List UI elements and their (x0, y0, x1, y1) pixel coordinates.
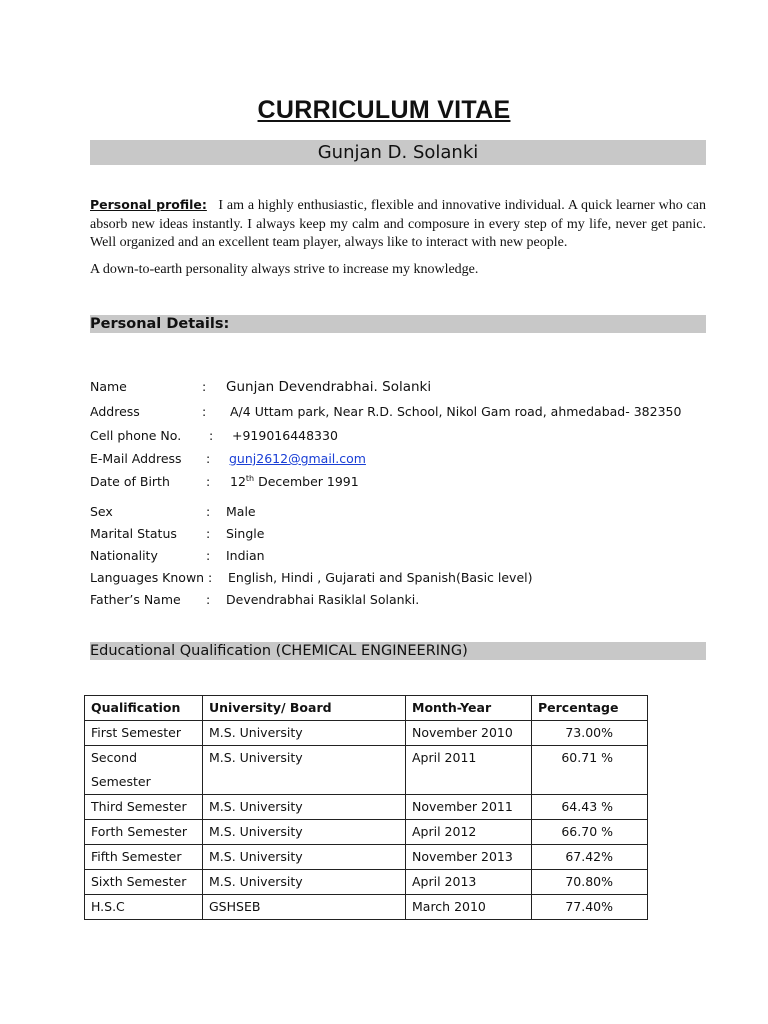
detail-value: Indian (226, 548, 265, 563)
email-link[interactable]: gunj2612@gmail.com (229, 451, 366, 466)
table-cell: November 2013 (406, 845, 532, 870)
table-cell: M.S. University (203, 721, 406, 746)
table-cell: 67.42% (532, 845, 648, 870)
table-cell: April 2013 (406, 870, 532, 895)
column-header: University/ Board (203, 696, 406, 721)
detail-father: Father’s Name : Devendrabhai Rasiklal Solanki. (90, 590, 710, 610)
dob-suffix: th (245, 473, 255, 483)
education-heading: Educational Qualification (CHEMICAL ENGINEERING) (90, 642, 706, 660)
dob-rest: December 1991 (254, 474, 359, 489)
table-row (85, 746, 648, 795)
detail-sex: Sex : Male (90, 502, 710, 522)
detail-marital: Marital Status : Single (90, 524, 710, 544)
table-cell: Forth Semester (85, 820, 203, 845)
table-cell: 64.43 % (532, 795, 648, 820)
table-cell: H.S.C (85, 895, 203, 920)
table-cell: 66.70 % (532, 820, 648, 845)
education-table (84, 695, 648, 920)
table-cell: First Semester (85, 721, 203, 746)
table-cell: November 2011 (406, 795, 532, 820)
column-header: Month-Year (406, 696, 532, 721)
dob-day: 12 (230, 474, 246, 489)
detail-label: Marital Status (90, 526, 177, 541)
column-header: Percentage (532, 696, 648, 721)
table-cell: GSHSEB (203, 895, 406, 920)
detail-label: Cell phone No. (90, 428, 182, 443)
detail-value: +919016448330 (232, 428, 338, 443)
detail-nationality: Nationality : Indian (90, 546, 710, 566)
table-cell: April 2012 (406, 820, 532, 845)
detail-dob: Date of Birth : 12th December 1991 (90, 472, 710, 492)
detail-label: Father’s Name (90, 592, 181, 607)
detail-label: Date of Birth (90, 474, 170, 489)
detail-value: Single (226, 526, 265, 541)
profile-text: I am a highly enthusiastic, flexible and innovative individual. A quick learner who can absorb new ideas instantly. I always keep my calm and composure in every step of my life, never get panic. Well organized and an excellent team player, always like to interact with new people. (90, 198, 707, 250)
table-cell: M.S. University (203, 845, 406, 870)
document-title: CURRICULUM VITAE (257, 96, 511, 124)
table-cell: 73.00% (532, 721, 648, 746)
detail-value (230, 472, 359, 492)
table-row (85, 870, 648, 895)
table-cell: M.S. University (203, 795, 406, 820)
table-row (85, 721, 648, 746)
table-row (85, 845, 648, 870)
table-cell: M.S. University (203, 820, 406, 845)
table-header-row (85, 696, 648, 721)
table-row (85, 895, 648, 920)
personal-details-heading: Personal Details: (90, 315, 706, 333)
table-cell: Second Semester (85, 746, 203, 795)
table-cell: Fifth Semester (85, 845, 203, 870)
table-cell: Third Semester (85, 795, 203, 820)
detail-email: E-Mail Address : gunj2612@gmail.com (90, 449, 710, 469)
profile-label: Personal profile: (90, 197, 207, 212)
table-cell: 77.40% (532, 895, 648, 920)
profile-text-2: A down-to-earth personality always strive to increase my knowledge. (90, 262, 479, 277)
detail-value: Male (226, 504, 256, 519)
detail-label: Sex (90, 504, 113, 519)
personal-profile (90, 196, 706, 253)
detail-label: Address (90, 404, 140, 419)
table-cell: M.S. University (203, 870, 406, 895)
detail-languages (90, 568, 710, 588)
table-cell: 60.71 % (532, 746, 648, 795)
detail-address: Address : A/4 Uttam park, Near R.D. School, Nikol Gam road, ahmedabad- 382350 (90, 402, 710, 422)
table-cell: April 2011 (406, 746, 532, 795)
detail-value: Devendrabhai Rasiklal Solanki. (226, 592, 420, 607)
table-cell: 70.80% (532, 870, 648, 895)
detail-value: English, Hindi , Gujarati and Spanish(Basic level) (228, 570, 533, 585)
detail-value: Gunjan Devendrabhai. Solanki (226, 379, 432, 395)
table-cell: Sixth Semester (85, 870, 203, 895)
name-header: Gunjan D. Solanki (90, 140, 706, 165)
table-cell: November 2010 (406, 721, 532, 746)
detail-name: Name : Gunjan Devendrabhai. Solanki (90, 379, 432, 395)
detail-label: Languages Known : (90, 570, 213, 585)
detail-value: A/4 Uttam park, Near R.D. School, Nikol Gam road, ahmedabad- 382350 (230, 404, 682, 419)
table-row (85, 795, 648, 820)
detail-label: Nationality (90, 548, 158, 563)
detail-phone: Cell phone No. : +919016448330 (90, 426, 710, 446)
table-cell: M.S. University (203, 746, 406, 795)
detail-label: Name (90, 379, 127, 394)
table-cell: March 2010 (406, 895, 532, 920)
detail-label: E-Mail Address (90, 451, 182, 466)
table-row (85, 820, 648, 845)
column-header: Qualification (85, 696, 203, 721)
